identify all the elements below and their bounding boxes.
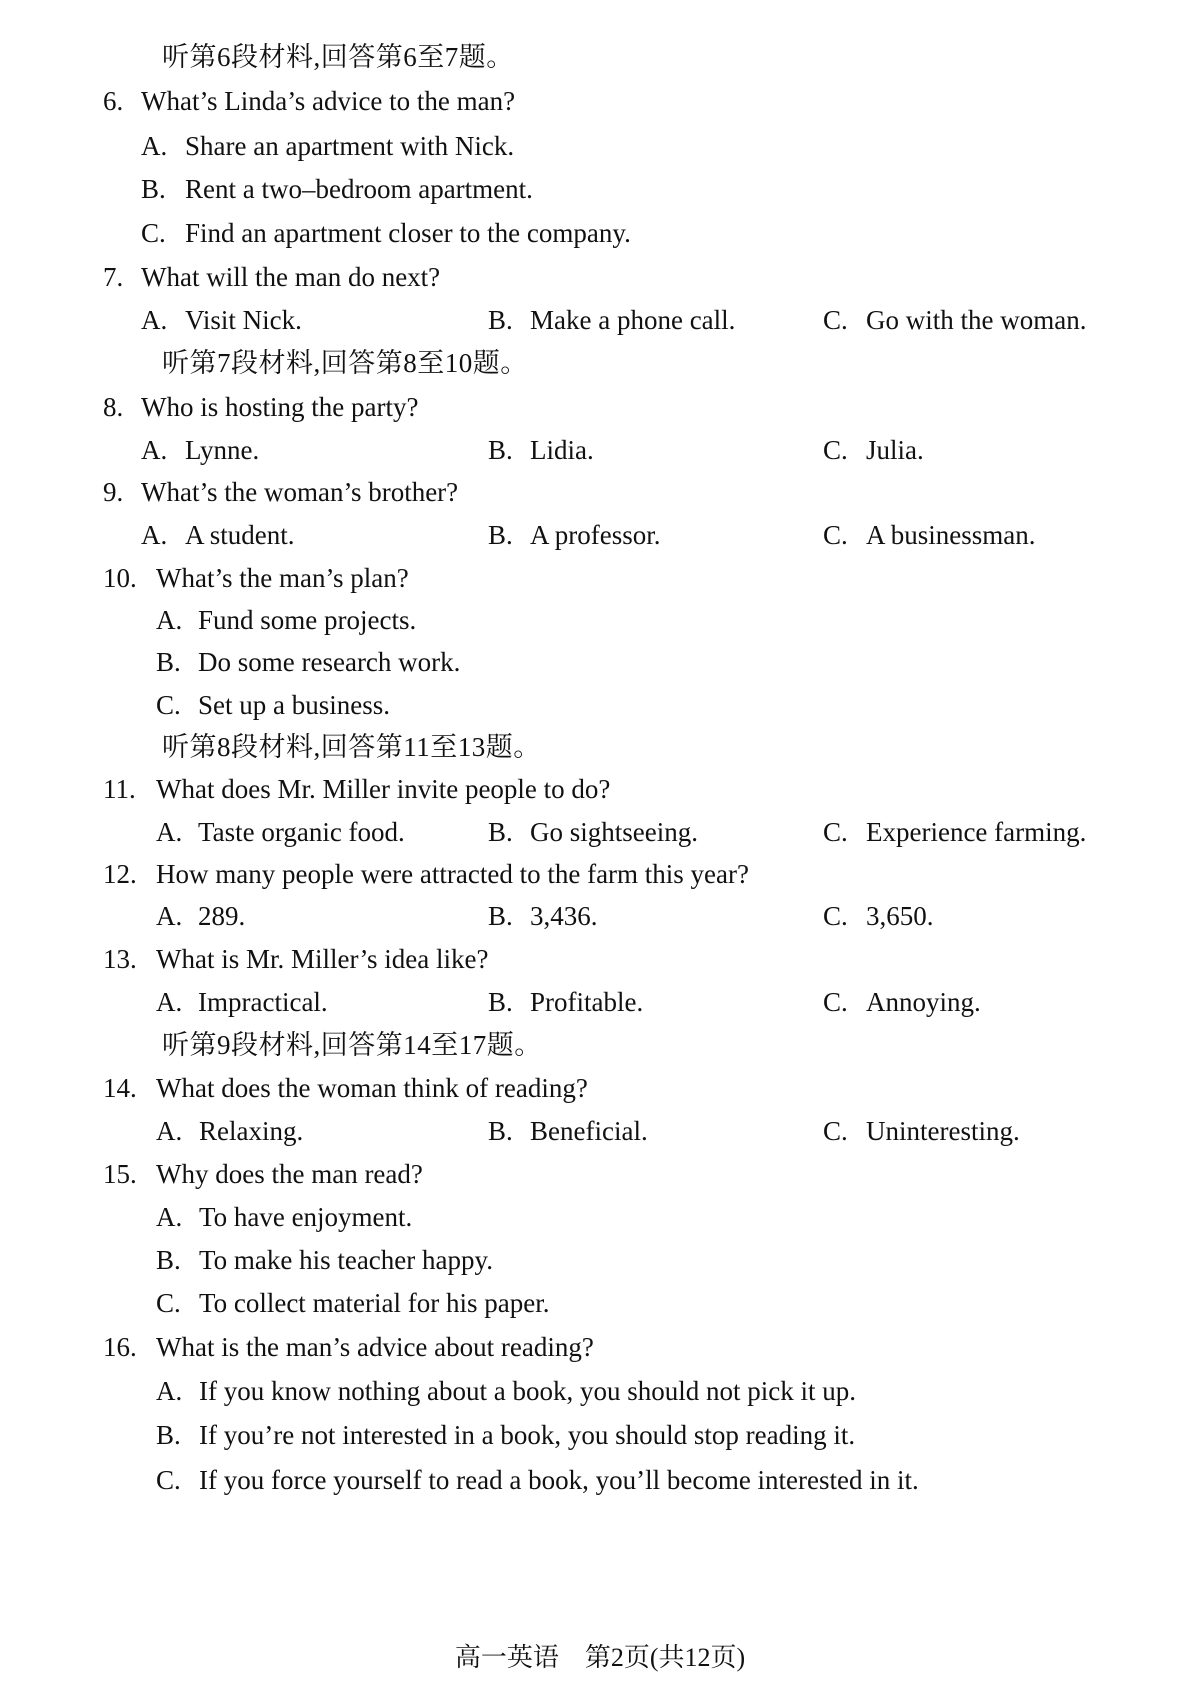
option-text: Uninteresting. [866,1116,1020,1146]
section-heading: 听第6段材料,回答第6至7题。 [162,42,514,72]
question-number: 7. [103,262,124,292]
option-letter: C. [823,817,848,847]
question-text: What’s the woman’s brother? [141,477,459,507]
question-text: What’s Linda’s advice to the man? [141,86,516,116]
option-letter: B. [156,647,181,677]
option-letter: B. [141,174,166,204]
option-text: Beneficial. [530,1116,648,1146]
option-letter: A. [156,605,183,635]
option-letter: B. [156,1245,181,1275]
question-number: 16. [103,1332,137,1362]
question-text: Who is hosting the party? [141,392,419,422]
option-letter: B. [488,435,513,465]
option-text: Go sightseeing. [530,817,698,847]
option-text: Set up a business. [198,690,390,720]
option-letter: B. [488,901,513,931]
option-letter: A. [141,435,168,465]
option-text: A professor. [530,520,661,550]
option-letter: B. [156,1420,181,1450]
question-number: 8. [103,392,124,422]
option-text: Do some research work. [198,647,461,677]
option-letter: A. [141,131,168,161]
option-letter: C. [823,901,848,931]
question-number: 12. [103,859,137,889]
option-letter: C. [823,520,848,550]
question-text: What is Mr. Miller’s idea like? [156,944,489,974]
option-letter: A. [141,520,168,550]
option-letter: B. [488,520,513,550]
option-letter: B. [488,1116,513,1146]
option-text: Julia. [866,435,924,465]
question-number: 11. [103,774,136,804]
option-text: Fund some projects. [198,605,417,635]
option-letter: C. [141,218,166,248]
question-text: What’s the man’s plan? [156,563,409,593]
option-letter: A. [156,1116,183,1146]
option-text: Experience farming. [866,817,1087,847]
option-letter: B. [488,817,513,847]
option-letter: B. [488,987,513,1017]
option-text: Impractical. [198,987,328,1017]
option-letter: A. [156,1202,183,1232]
option-text: Profitable. [530,987,644,1017]
option-text: If you force yourself to read a book, you’ll become interested in it. [199,1465,919,1495]
option-text: Go with the woman. [866,305,1087,335]
option-letter: C. [823,987,848,1017]
option-letter: A. [156,817,183,847]
option-letter: B. [488,305,513,335]
option-text: Find an apartment closer to the company. [185,218,631,248]
question-number: 14. [103,1073,137,1103]
option-text: Annoying. [866,987,981,1017]
question-number: 9. [103,477,124,507]
question-number: 10. [103,563,137,593]
section-heading: 听第8段材料,回答第11至13题。 [162,732,541,762]
section-heading: 听第9段材料,回答第14至17题。 [162,1030,542,1060]
option-text: Rent a two–bedroom apartment. [185,174,533,204]
option-text: Lidia. [530,435,594,465]
option-letter: A. [141,305,168,335]
option-text: Share an apartment with Nick. [185,131,515,161]
question-number: 6. [103,86,124,116]
option-text: Visit Nick. [185,305,302,335]
option-text: 3,650. [866,901,934,931]
question-number: 13. [103,944,137,974]
option-letter: C. [823,1116,848,1146]
option-text: To have enjoyment. [199,1202,413,1232]
option-letter: A. [156,1376,183,1406]
option-letter: C. [823,435,848,465]
question-text: What will the man do next? [141,262,441,292]
option-letter: C. [156,1288,181,1318]
option-text: Relaxing. [199,1116,304,1146]
option-text: A businessman. [866,520,1036,550]
option-text: A student. [185,520,295,550]
option-text: Lynne. [185,435,260,465]
question-text: What does the woman think of reading? [156,1073,588,1103]
option-letter: A. [156,987,183,1017]
question-number: 15. [103,1159,137,1189]
question-text: What is the man’s advice about reading? [156,1332,594,1362]
option-text: 289. [198,901,246,931]
option-text: Taste organic food. [198,817,405,847]
question-text: Why does the man read? [156,1159,423,1189]
option-text: To collect material for his paper. [199,1288,550,1318]
option-letter: A. [156,901,183,931]
option-text: If you know nothing about a book, you should not pick it up. [199,1376,856,1406]
option-letter: C. [156,1465,181,1495]
section-heading: 听第7段材料,回答第8至10题。 [162,348,528,378]
question-text: What does Mr. Miller invite people to do? [156,774,611,804]
page-footer: 高一英语 第2页(共12页) [454,1643,746,1672]
option-text: Make a phone call. [530,305,736,335]
option-text: 3,436. [530,901,598,931]
option-letter: C. [823,305,848,335]
option-letter: C. [156,690,181,720]
option-text: If you’re not interested in a book, you should stop reading it. [199,1420,856,1450]
question-text: How many people were attracted to the farm this year? [156,859,749,889]
option-text: To make his teacher happy. [199,1245,493,1275]
